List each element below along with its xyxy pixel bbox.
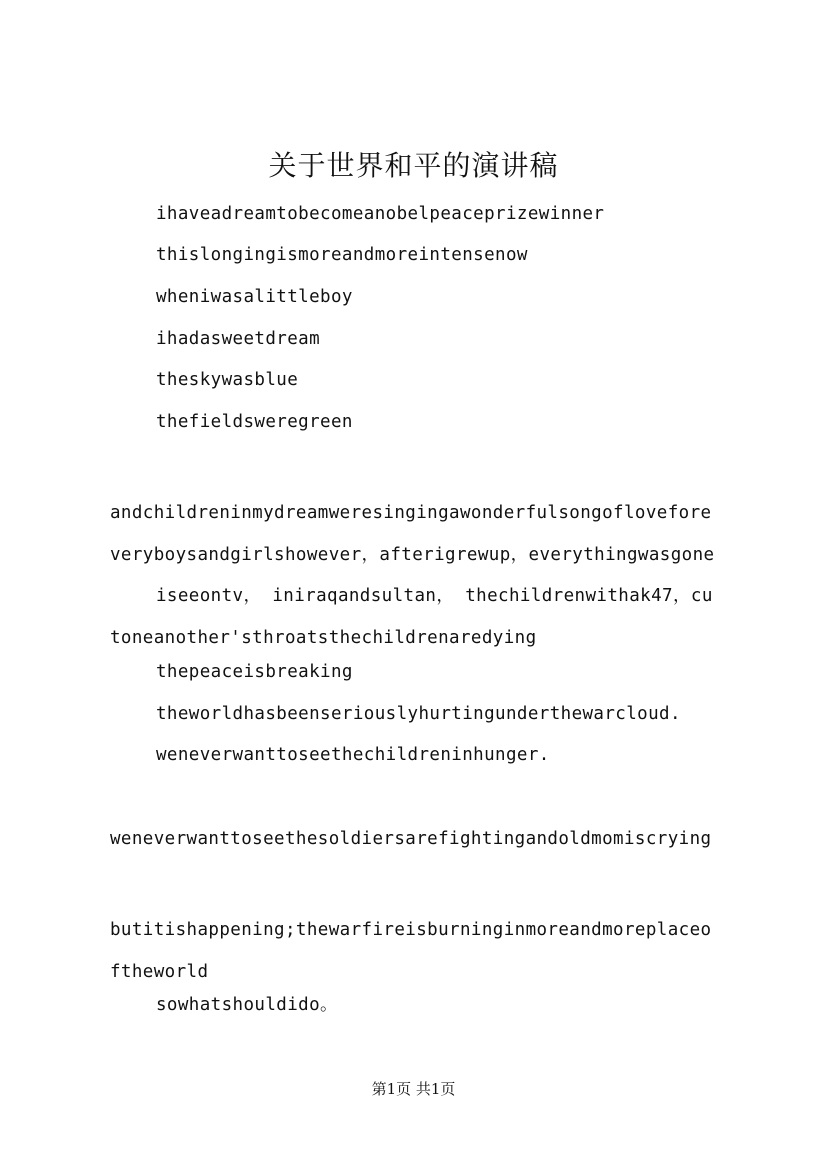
paragraph-4	[110, 910, 722, 993]
text-line: thepeaceisbreaking	[156, 662, 353, 682]
text-line: thefieldsweregreen	[156, 412, 353, 432]
text-line: andchildreninmydreamweresingingawonderfulsongofloveforeveryboysandgirlshowever，afterigrewup，everythingwasgone	[110, 503, 715, 565]
text-line: theskywasblue	[156, 370, 299, 390]
text-line: wheniwasalittleboy	[156, 287, 353, 307]
text-line: ihaveadreamtobecomeanobelpeaceprizewinner	[156, 204, 605, 224]
paragraph-3	[110, 576, 722, 659]
text-line: ihadasweetdream	[156, 329, 321, 349]
text-line: iseeontv， iniraqandsultan， thechildrenwithak47，cutoneanother'sthroatsthechildrenaredying	[110, 586, 713, 648]
text-line: weneverwanttoseethesoldiersarefightingandoldmomiscrying	[110, 829, 712, 849]
text-line: weneverwanttoseethechildreninhunger.	[156, 745, 550, 765]
text-line: sowhatshouldido。	[156, 995, 338, 1015]
paragraph-2	[110, 493, 722, 576]
text-line: thislongingismoreandmoreintensenow	[156, 245, 528, 265]
document-title: 关于世界和平的演讲稿	[268, 149, 559, 182]
text-line: butitishappening;thewarfireisburninginmoreandmoreplaceoftheworld	[110, 920, 712, 982]
text-line: theworldhasbeenseriouslyhurtingunderthewarcloud.	[156, 704, 681, 724]
page-footer: 第1页 共1页	[371, 1080, 456, 1098]
